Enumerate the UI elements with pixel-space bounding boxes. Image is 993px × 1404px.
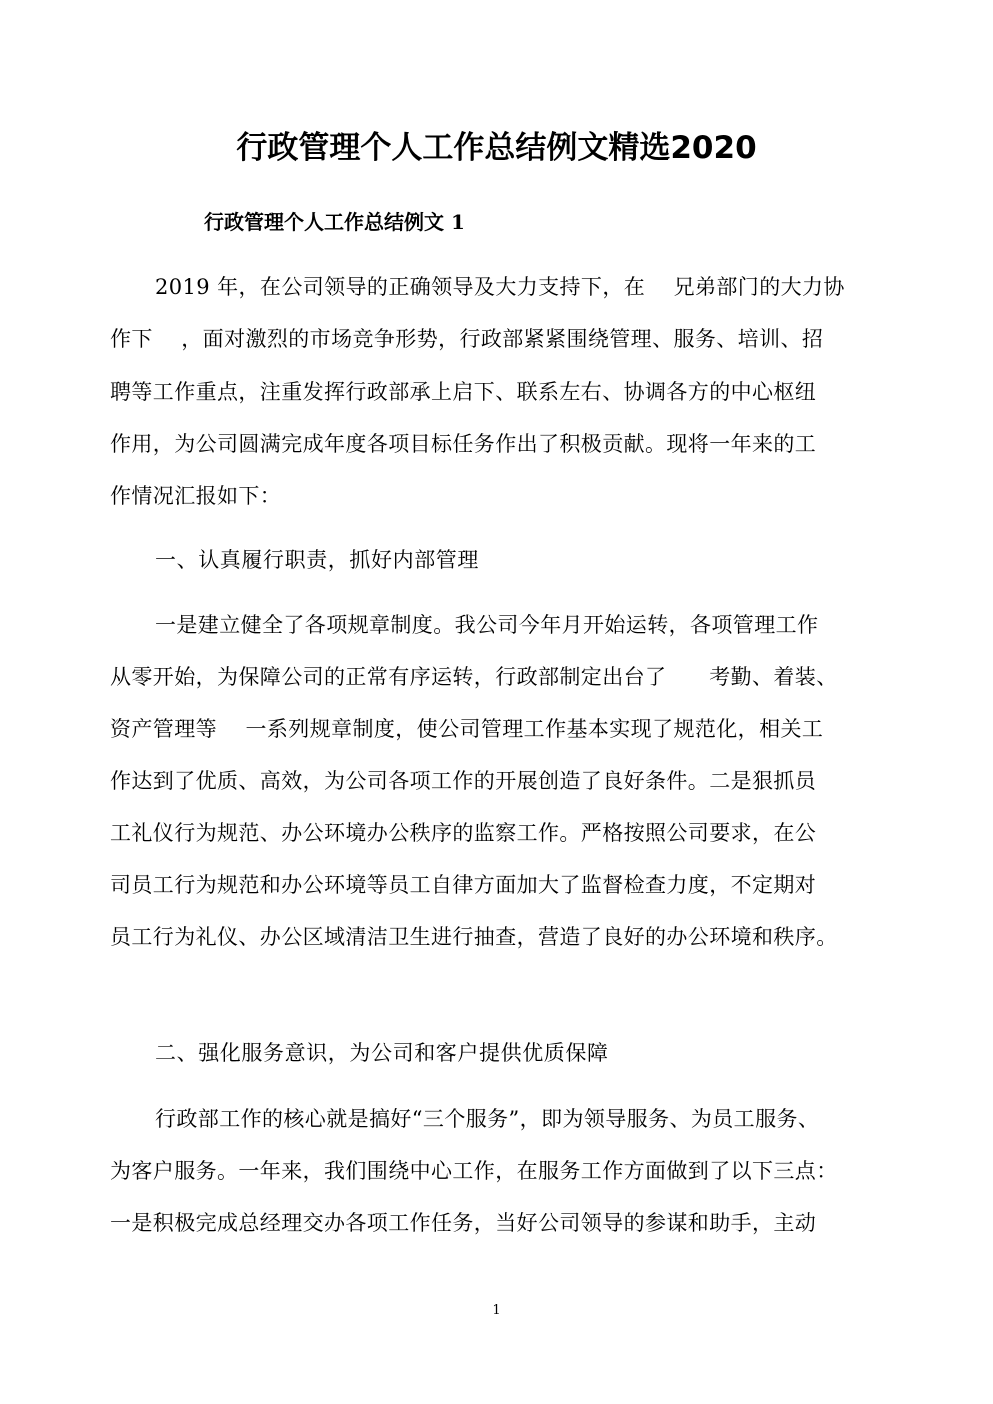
paragraph-1-line-5: 作情况汇报如下： xyxy=(110,484,282,508)
paragraph-2-line-5: 工礼仪行为规范、办公环境办公秩序的监察工作。严格按照公司要求，在公 xyxy=(110,821,817,845)
section-heading-1: 一、认真履行职责，抓好内部管理 xyxy=(155,548,479,572)
paragraph-2-line-3: 资产管理等 一系列规章制度，使公司管理工作基本实现了规范化，相关工 xyxy=(110,717,824,741)
document-title: 行政管理个人工作总结例文精选2020 xyxy=(236,130,757,166)
paragraph-1-line-4: 作用，为公司圆满完成年度各项目标任务作出了积极贡献。现将一年来的工 xyxy=(110,432,817,456)
paragraph-2-line-1: 一是建立健全了各项规章制度。我公司今年月开始运转，各项管理工作 xyxy=(155,613,819,637)
paragraph-1-line-3: 聘等工作重点，注重发挥行政部承上启下、联系左右、协调各方的中心枢纽 xyxy=(110,380,817,404)
section-subtitle: 行政管理个人工作总结例文 1 xyxy=(204,210,465,234)
page-number: 1 xyxy=(492,1303,501,1318)
paragraph-3-line-3: 一是积极完成总经理交办各项工作任务，当好公司领导的参谋和助手，主动 xyxy=(110,1211,817,1235)
paragraph-1-line-1: 2019 年，在公司领导的正确领导及大力支持下，在 兄弟部门的大力协 xyxy=(155,275,845,299)
paragraph-3-line-1: 行政部工作的核心就是搞好“三个服务”，即为领导服务、为员工服务、 xyxy=(155,1107,820,1131)
paragraph-2-line-4: 作达到了优质、高效，为公司各项工作的开展创造了良好条件。二是狠抓员 xyxy=(110,769,817,793)
paragraph-3-line-2: 为客户服务。一年来，我们围绕中心工作，在服务工作方面做到了以下三点： xyxy=(110,1159,838,1183)
paragraph-2-line-2: 从零开始，为保障公司的正常有序运转，行政部制定出台了 考勤、着装、 xyxy=(110,665,838,689)
paragraph-2-line-7: 员工行为礼仪、办公区域清洁卫生进行抽查，营造了良好的办公环境和秩序。 xyxy=(110,925,838,949)
paragraph-2-line-6: 司员工行为规范和办公环境等员工自律方面加大了监督检查力度，不定期对 xyxy=(110,873,817,897)
paragraph-1-line-2: 作下 ，面对激烈的市场竞争形势，行政部紧紧围绕管理、服务、培训、招 xyxy=(110,327,824,351)
section-heading-2: 二、强化服务意识，为公司和客户提供优质保障 xyxy=(155,1041,609,1065)
